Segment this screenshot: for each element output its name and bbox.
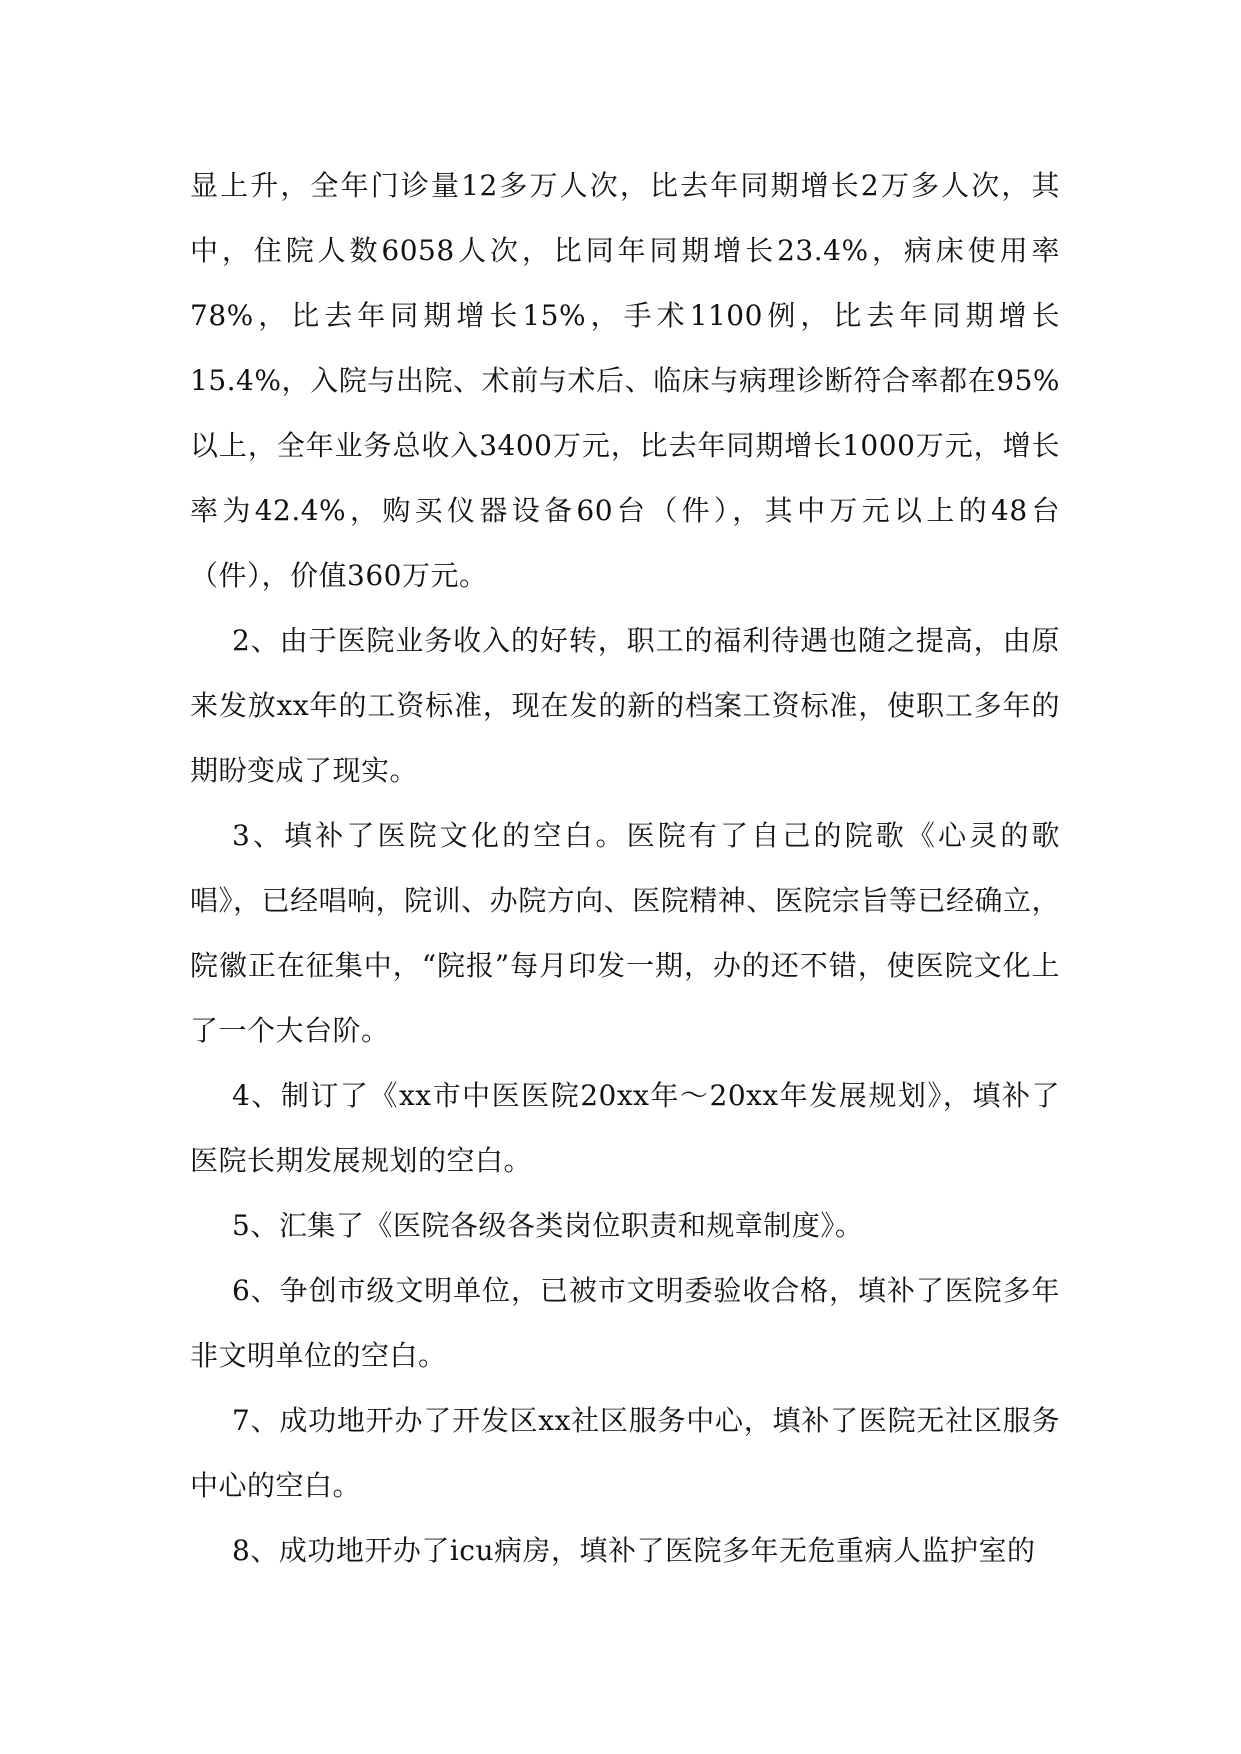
paragraph-outpatient-statistics: 显上升，全年门诊量12多万人次，比去年同期增长2万多人次，其中，住院人数6058人次，比同年同期增长23.4%，病床使用率78%，比去年同期增长15%，手术1100例，比去年同期增长15.4%，入院与出院、术前与术后、临床与病理诊断符合率都在95%以上，全年业务总收入3400万元，比去年同期增长1000万元，增长率为42.4%，购买仪器设备60台（件），其中万元以上的48台（件），价值360万元。 (190, 169, 1060, 592)
paragraph-item-7: 7、成功地开办了开发区xx社区服务中心，填补了医院无社区服务中心的空白。 (190, 1404, 1060, 1502)
paragraph-item-3: 3、填补了医院文化的空白。医院有了自己的院歌《心灵的歌唱》，已经唱响，院训、办院方向、医院精神、医院宗旨等已经确立，院徽正在征集中，“院报”每月印发一期，办的还不错，使医院文化上了一个大台阶。 (190, 819, 1060, 1047)
paragraph-item-8: 8、成功地开办了icu病房，填补了医院多年无危重病人监护室的 (232, 1534, 1036, 1567)
document-body (190, 153, 1060, 1583)
paragraph-item-2: 2、由于医院业务收入的好转，职工的福利待遇也随之提高，由原来发放xx年的工资标准，现在发的新的档案工资标准，使职工多年的期盼变成了现实。 (190, 624, 1060, 787)
paragraph-item-4: 4、制订了《xx市中医医院20xx年～20xx年发展规划》，填补了医院长期发展规划的空白。 (190, 1079, 1060, 1177)
paragraph-item-6: 6、争创市级文明单位，已被市文明委验收合格，填补了医院多年非文明单位的空白。 (190, 1274, 1060, 1372)
paragraph-item-5: 5、汇集了《医院各级各类岗位职责和规章制度》。 (232, 1209, 864, 1242)
